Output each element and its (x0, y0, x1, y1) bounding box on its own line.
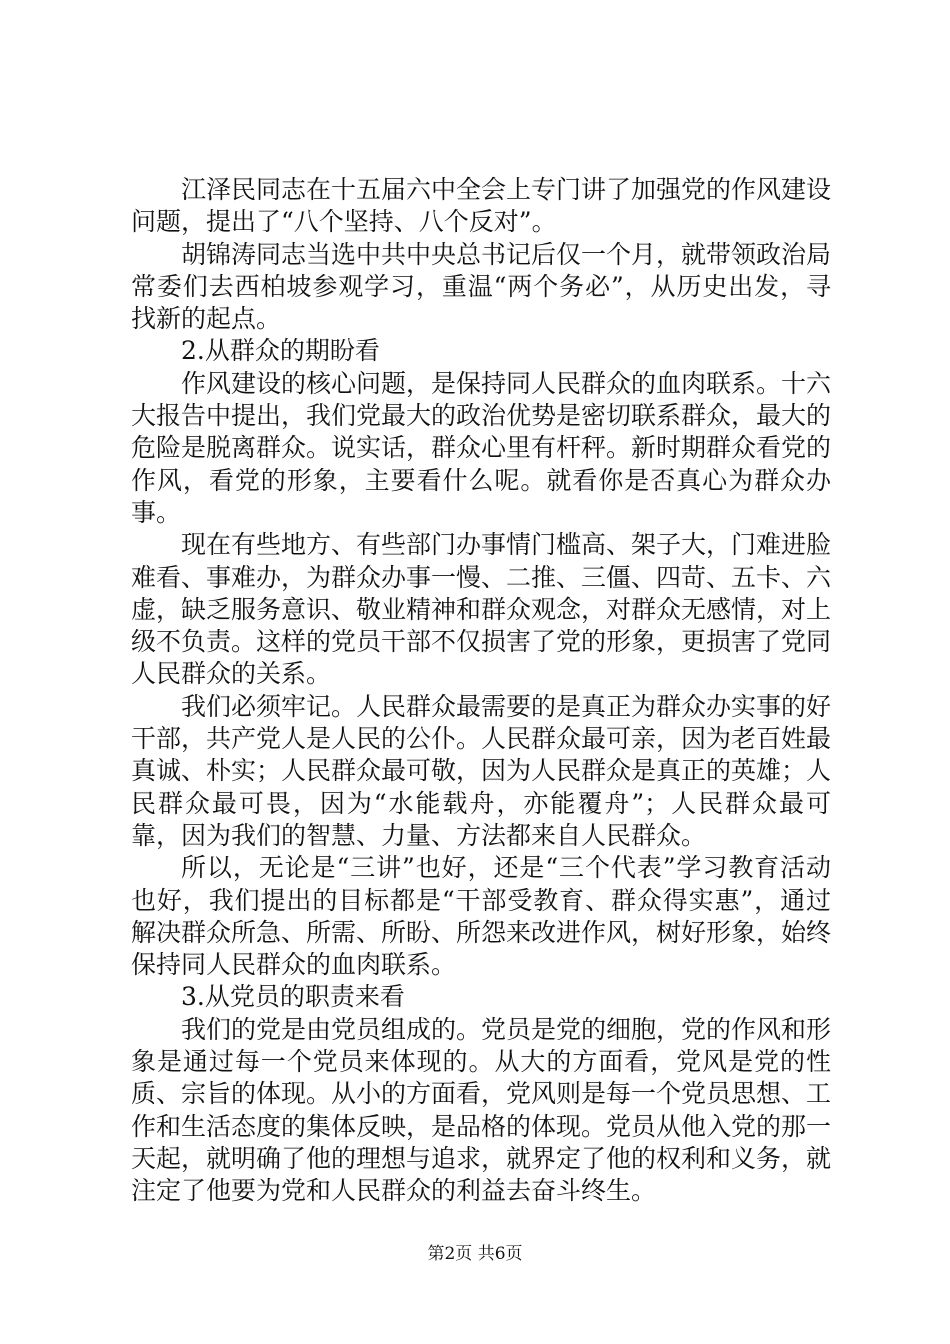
document-body (131, 174, 831, 1208)
paragraph: 我们必须牢记。人民群众最需要的是真正为群众办实事的好干部，共产党人是人民的公仆。人民群众最可亲，因为老百姓最真诚、朴实；人民群众最可敬，因为人民群众是真正的英雄；人民群众最可畏，因为“水能载舟，亦能覆舟”；人民群众最可靠，因为我们的智慧、力量、方法都来自人民群众。 (131, 691, 832, 850)
paragraph: 江泽民同志在十五届六中全会上专门讲了加强党的作风建设问题，提出了“八个坚持、八个反对”。 (131, 175, 832, 237)
paragraph: 所以，无论是“三讲”也好，还是“三个代表”学习教育活动也好，我们提出的目标都是“干部受教育、群众得实惠”，通过解决群众所急、所需、所盼、所怨来改进作风，树好形象，始终保持同人民群众的血肉联系。 (131, 853, 832, 980)
section-heading: 2.从群众的期盼看 (181, 336, 380, 366)
paragraph: 现在有些地方、有些部门办事情门槛高、架子大，门难进脸难看、事难办，为群众办事一慢、二推、三僵、四苛、五卡、六虚，缺乏服务意识、敬业精神和群众观念，对群众无感情，对上级不负责。这样的党员干部不仅损害了党的形象，更损害了党同人民群众的关系。 (131, 530, 832, 689)
page-number-label: 第2页 共6页 (427, 1244, 523, 1264)
page-footer (0, 1243, 950, 1265)
paragraph: 胡锦涛同志当选中共中央总书记后仅一个月，就带领政治局常委们去西柏坡参观学习，重温“两个务必”，从历史出发，寻找新的起点。 (131, 239, 832, 334)
paragraph: 作风建设的核心问题，是保持同人民群众的血肉联系。十六大报告中提出，我们党最大的政治优势是密切联系群众，最大的危险是脱离群众。说实话，群众心里有杆秤。新时期群众看党的作风，看党的形象，主要看什么呢。就看你是否真心为群众办事。 (131, 368, 832, 527)
section-heading: 3.从党员的职责来看 (181, 982, 405, 1012)
paragraph: 我们的党是由党员组成的。党员是党的细胞，党的作风和形象是通过每一个党员来体现的。从大的方面看，党风是党的性质、宗旨的体现。从小的方面看，党风则是每一个党员思想、工作和生活态度的集体反映，是品格的体现。党员从他入党的那一天起，就明确了他的理想与追求，就界定了他的权利和义务，就注定了他要为党和人民群众的利益去奋斗终生。 (131, 1014, 832, 1206)
